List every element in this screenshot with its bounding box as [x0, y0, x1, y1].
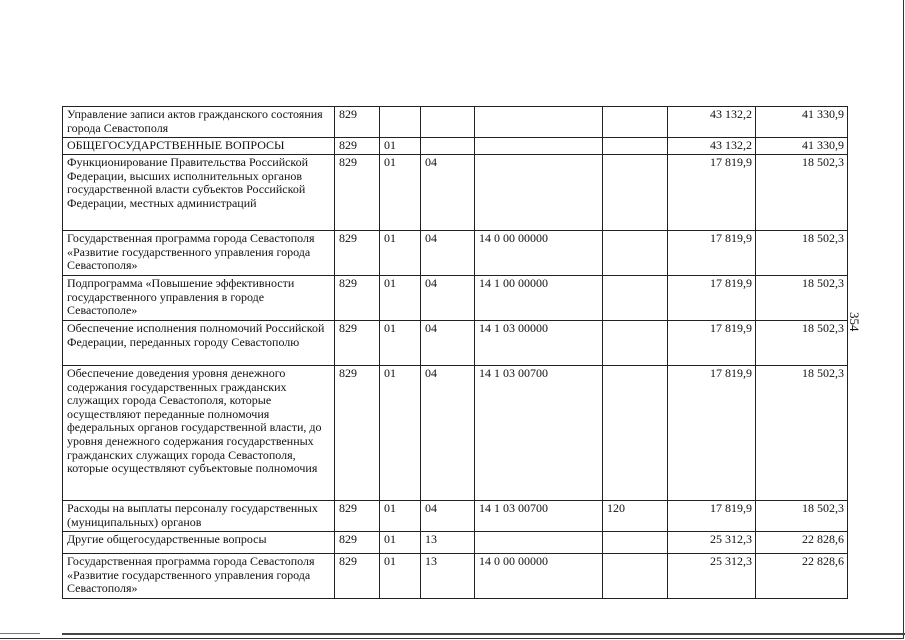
amount-year1-cell: 25 312,3: [668, 554, 756, 599]
amount-year2-cell: 18 502,3: [756, 501, 848, 532]
ved-code-cell: 829: [335, 532, 380, 554]
pr-code-cell: 04: [421, 155, 475, 231]
ved-code-cell: 829: [335, 138, 380, 155]
table-row: [63, 231, 848, 276]
amount-year1-cell: 43 132,2: [668, 138, 756, 155]
row-name-cell: Расходы на выплаты персоналу государственных (муниципальных) органов: [63, 501, 335, 532]
rz-code-cell: [380, 107, 421, 138]
ved-code-cell: 829: [335, 501, 380, 532]
rz-code-cell: 01: [380, 155, 421, 231]
csr-code-cell: 14 1 00 00000: [475, 276, 603, 321]
row-name-cell: Государственная программа города Севастополя «Развитие государственного управления города Севастополя»: [63, 554, 335, 599]
pr-code-cell: [421, 107, 475, 138]
csr-code-cell: [475, 138, 603, 155]
amount-year1-cell: 17 819,9: [668, 155, 756, 231]
rz-code-cell: 01: [380, 321, 421, 366]
row-name-cell: Другие общегосударственные вопросы: [63, 532, 335, 554]
budget-table: [62, 106, 848, 599]
vr-code-cell: [603, 155, 668, 231]
table-row: [63, 321, 848, 366]
row-name-cell: Государственная программа города Севастополя «Развитие государственного управления города Севастополя»: [63, 231, 335, 276]
vr-code-cell: 120: [603, 501, 668, 532]
csr-code-cell: 14 0 00 00000: [475, 231, 603, 276]
ved-code-cell: 829: [335, 366, 380, 501]
csr-code-cell: 14 1 03 00700: [475, 501, 603, 532]
csr-code-cell: [475, 532, 603, 554]
ved-code-cell: 829: [335, 155, 380, 231]
amount-year1-cell: 17 819,9: [668, 501, 756, 532]
amount-year2-cell: 22 828,6: [756, 554, 848, 599]
row-name-cell: Обеспечение исполнения полномочий Российской Федерации, переданных городу Севастополю: [63, 321, 335, 366]
rz-code-cell: 01: [380, 532, 421, 554]
rz-code-cell: 01: [380, 276, 421, 321]
pr-code-cell: 13: [421, 532, 475, 554]
table-row: [63, 554, 848, 599]
table-row: [63, 276, 848, 321]
amount-year2-cell: 18 502,3: [756, 321, 848, 366]
table-row: [63, 138, 848, 155]
vr-code-cell: [603, 276, 668, 321]
pr-code-cell: [421, 138, 475, 155]
amount-year1-cell: 17 819,9: [668, 231, 756, 276]
row-name-cell: Функционирование Правительства Российской Федерации, высших исполнительных органов государственной власти субъектов Российской Федерации, местных администраций: [63, 155, 335, 231]
csr-code-cell: 14 0 00 00000: [475, 554, 603, 599]
ved-code-cell: 829: [335, 321, 380, 366]
vr-code-cell: [603, 366, 668, 501]
amount-year2-cell: 22 828,6: [756, 532, 848, 554]
pr-code-cell: 04: [421, 321, 475, 366]
row-name-cell: ОБЩЕГОСУДАРСТВЕННЫЕ ВОПРОСЫ: [63, 138, 335, 155]
table-row: [63, 366, 848, 501]
table-row: [63, 155, 848, 231]
amount-year2-cell: 18 502,3: [756, 366, 848, 501]
scan-edge-line-left: [0, 633, 40, 634]
vr-code-cell: [603, 107, 668, 138]
page-number: 354: [847, 312, 862, 332]
csr-code-cell: [475, 155, 603, 231]
amount-year2-cell: 18 502,3: [756, 276, 848, 321]
amount-year1-cell: 43 132,2: [668, 107, 756, 138]
budget-table-body: [63, 107, 848, 599]
vr-code-cell: [603, 231, 668, 276]
pr-code-cell: 04: [421, 231, 475, 276]
rz-code-cell: 01: [380, 501, 421, 532]
vr-code-cell: [603, 532, 668, 554]
pr-code-cell: 13: [421, 554, 475, 599]
vr-code-cell: [603, 554, 668, 599]
rz-code-cell: 01: [380, 231, 421, 276]
ved-code-cell: 829: [335, 276, 380, 321]
amount-year2-cell: 41 330,9: [756, 107, 848, 138]
pr-code-cell: 04: [421, 501, 475, 532]
amount-year2-cell: 41 330,9: [756, 138, 848, 155]
pr-code-cell: 04: [421, 276, 475, 321]
table-row: [63, 501, 848, 532]
row-name-cell: Обеспечение доведения уровня денежного содержания государственных гражданских служащих города Севастополя, которые осуществляют переданные полномочия федеральных органов государственной власти, до уровня денежного содержания государственных гражданских служащих города Севастополя, которые осуществляют субъектовые полномочия: [63, 366, 335, 501]
vr-code-cell: [603, 321, 668, 366]
table-row: [63, 107, 848, 138]
amount-year1-cell: 17 819,9: [668, 321, 756, 366]
row-name-cell: Управление записи актов гражданского состояния города Севастополя: [63, 107, 335, 138]
csr-code-cell: 14 1 03 00700: [475, 366, 603, 501]
csr-code-cell: 14 1 03 00000: [475, 321, 603, 366]
amount-year2-cell: 18 502,3: [756, 231, 848, 276]
csr-code-cell: [475, 107, 603, 138]
rz-code-cell: 01: [380, 554, 421, 599]
table-row: [63, 532, 848, 554]
ved-code-cell: 829: [335, 554, 380, 599]
row-name-cell: Подпрограмма «Повышение эффективности государственного управления в городе Севастополе»: [63, 276, 335, 321]
amount-year2-cell: 18 502,3: [756, 155, 848, 231]
ved-code-cell: 829: [335, 231, 380, 276]
vr-code-cell: [603, 138, 668, 155]
ved-code-cell: 829: [335, 107, 380, 138]
amount-year1-cell: 25 312,3: [668, 532, 756, 554]
rz-code-cell: 01: [380, 366, 421, 501]
amount-year1-cell: 17 819,9: [668, 276, 756, 321]
rz-code-cell: 01: [380, 138, 421, 155]
pr-code-cell: 04: [421, 366, 475, 501]
scan-edge-line: [62, 633, 905, 635]
amount-year1-cell: 17 819,9: [668, 366, 756, 501]
